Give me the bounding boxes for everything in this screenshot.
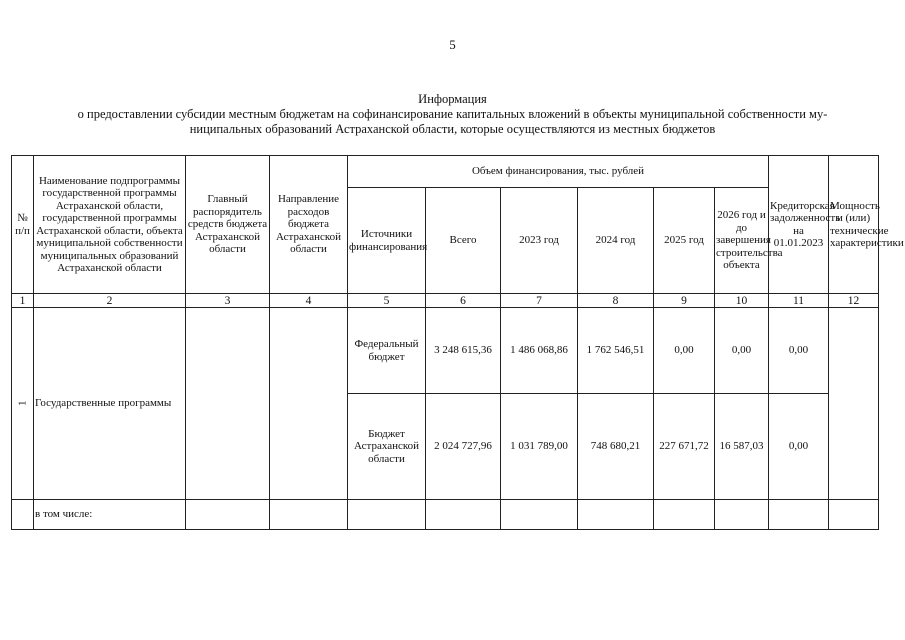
regional-2025: 227 671,72: [654, 394, 715, 500]
header-administrator: Главный распорядитель средств бюджета Астраханской области: [186, 156, 270, 294]
col-number: 4: [270, 294, 348, 308]
header-total: Всего: [426, 188, 501, 294]
header-2026: 2026 год и до завершения строительства объекта: [715, 188, 769, 294]
page-number: 5: [449, 37, 456, 52]
cell: [654, 500, 715, 530]
header-financing-group: Объем финансирования, тыс. рублей: [348, 156, 769, 188]
cell: [829, 500, 879, 530]
cell: [270, 500, 348, 530]
row-number-text: 1: [16, 400, 29, 407]
cell: [501, 500, 578, 530]
header-name: Наименование подпрограммы государственной программы Астраханской области, государственной программы Астраханской области, объекта муниципальной собственности муниципальных образований Астраханской области: [34, 156, 186, 294]
col-number: 9: [654, 294, 715, 308]
col-number: 11: [769, 294, 829, 308]
col-number: 12: [829, 294, 879, 308]
header-debt: Кредиторская задолженность на 01.01.2023: [769, 156, 829, 294]
document-heading: [14, 92, 891, 137]
regional-2026: 16 587,03: [715, 394, 769, 500]
source-federal: Федеральный бюджет: [348, 308, 426, 394]
header-num: № п/п: [12, 156, 34, 294]
header-capacity: Мощность и (или) технические характеристики: [829, 156, 879, 294]
regional-total: 2 024 727,96: [426, 394, 501, 500]
source-regional: Бюджет Астраханской области: [348, 394, 426, 500]
federal-debt: 0,00: [769, 308, 829, 394]
row-number: [12, 308, 34, 500]
financing-table: [11, 155, 904, 530]
cell: [769, 500, 829, 530]
cell: [426, 500, 501, 530]
cell: [12, 500, 34, 530]
col-number: 5: [348, 294, 426, 308]
col-number: 3: [186, 294, 270, 308]
row-name: Государственные программы: [34, 308, 186, 500]
heading-line-1: о предоставлении субсидии местным бюджетам на софинансирование капитальных вложений в объекты муниципальной собственности му-: [77, 107, 828, 121]
cell: [715, 500, 769, 530]
federal-2025: 0,00: [654, 308, 715, 394]
header-expense-direction: Направление расходов бюджета Астраханской области: [270, 156, 348, 294]
cell: [578, 500, 654, 530]
regional-2023: 1 031 789,00: [501, 394, 578, 500]
including-label: в том числе:: [34, 500, 186, 530]
heading-title: Информация: [418, 92, 487, 106]
federal-2023: 1 486 068,86: [501, 308, 578, 394]
col-number: 2: [34, 294, 186, 308]
regional-debt: 0,00: [769, 394, 829, 500]
header-2025: 2025 год: [654, 188, 715, 294]
row-administrator: [186, 308, 270, 500]
federal-2024: 1 762 546,51: [578, 308, 654, 394]
federal-total: 3 248 615,36: [426, 308, 501, 394]
cell: [348, 500, 426, 530]
regional-2024: 748 680,21: [578, 394, 654, 500]
header-sources: Источники финансирования: [348, 188, 426, 294]
col-number: 6: [426, 294, 501, 308]
cell: [186, 500, 270, 530]
row-capacity: [829, 308, 879, 500]
col-number: 10: [715, 294, 769, 308]
col-number: 8: [578, 294, 654, 308]
row-expense-direction: [270, 308, 348, 500]
federal-2026: 0,00: [715, 308, 769, 394]
col-number: 1: [12, 294, 34, 308]
header-2024: 2024 год: [578, 188, 654, 294]
heading-line-2: ниципальных образований Астраханской области, которые осуществляются из местных бюджетов: [189, 122, 716, 136]
col-number: 7: [501, 294, 578, 308]
header-2023: 2023 год: [501, 188, 578, 294]
